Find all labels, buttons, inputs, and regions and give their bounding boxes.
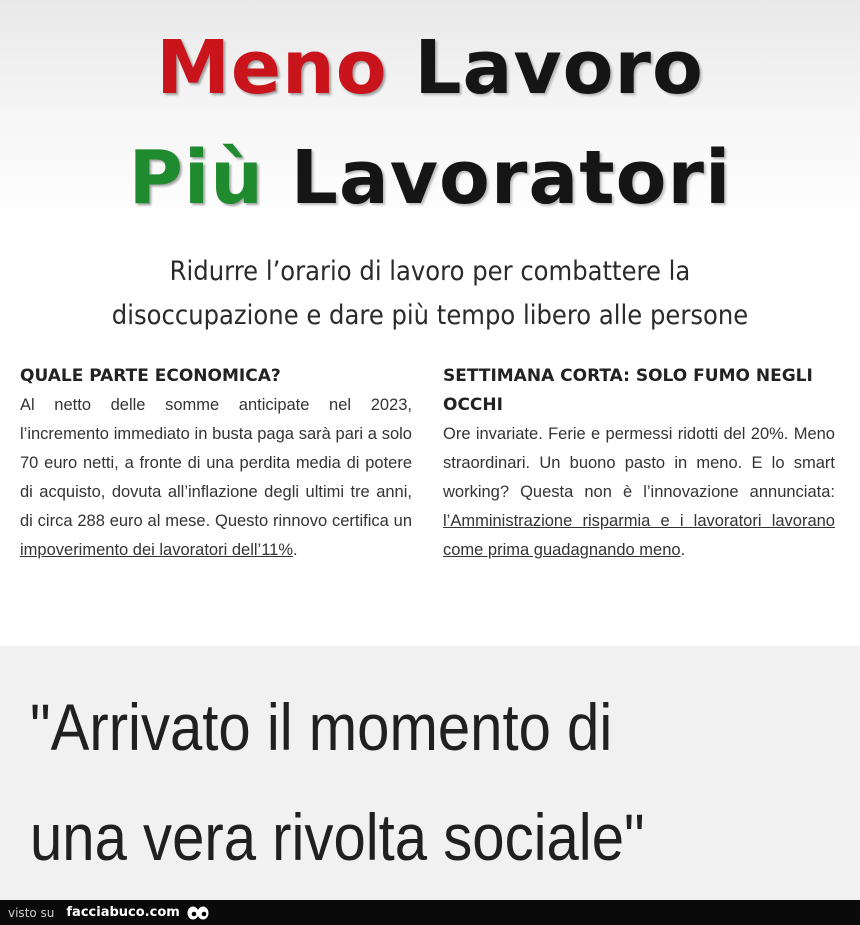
left-column-body xyxy=(20,391,412,565)
left-column-underlined: impoverimento dei lavoratori dell’11% xyxy=(20,541,293,559)
quote-line-2: una vera rivolta sociale" xyxy=(30,800,645,874)
left-column-title: QUALE PARTE ECONOMICA? xyxy=(20,366,281,386)
headline-piu: Più xyxy=(128,135,264,221)
footer-visto-su: visto su xyxy=(8,905,55,920)
footer-site-link[interactable]: facciabuco.com xyxy=(66,905,180,920)
right-column-underlined: l’Amministrazione risparmia e i lavoratori lavorano come prima guadagnando meno xyxy=(443,512,835,559)
left-column-end: . xyxy=(293,541,298,559)
headline-lavoratori: Lavoratori xyxy=(290,135,732,221)
quote xyxy=(30,672,743,892)
headline-line-2 xyxy=(0,128,860,228)
headline-line-1 xyxy=(0,18,860,118)
subtitle xyxy=(61,250,799,338)
headline-lavoro: Lavoro xyxy=(414,25,704,111)
subtitle-line-1: Ridurre l’orario di lavoro per combattere la xyxy=(169,256,691,287)
left-column xyxy=(20,362,412,565)
right-column-title: SETTIMANA CORTA: SOLO FUMO NEGLI OCCHI xyxy=(443,366,813,415)
right-column-end: . xyxy=(680,541,686,559)
subtitle-line-2: disoccupazione e dare più tempo libero alle persone xyxy=(111,300,749,331)
headline-meno: Meno xyxy=(156,25,388,111)
right-column-body xyxy=(443,420,835,565)
right-column-text: Ore invariate. Ferie e permessi ridotti del 20%. Meno straordinari. Un buono pasto in meno. E lo smart working? Questa non è l’innovazione annunciata: xyxy=(443,425,835,501)
quote-line-1: "Arrivato il momento di xyxy=(30,690,613,764)
right-column xyxy=(443,362,835,565)
footer-bar xyxy=(0,900,860,925)
left-column-text: Al netto delle somme anticipate nel 2023, l’incremento immediato in busta paga sarà pari a solo 70 euro netti, a fronte di una perdita media di potere di acquisto, dovuta all’inflazione degli ultimi tre anni, di circa 288 euro al mese. Questo rinnovo certifica un xyxy=(20,396,412,530)
eyes-icon xyxy=(186,905,210,921)
